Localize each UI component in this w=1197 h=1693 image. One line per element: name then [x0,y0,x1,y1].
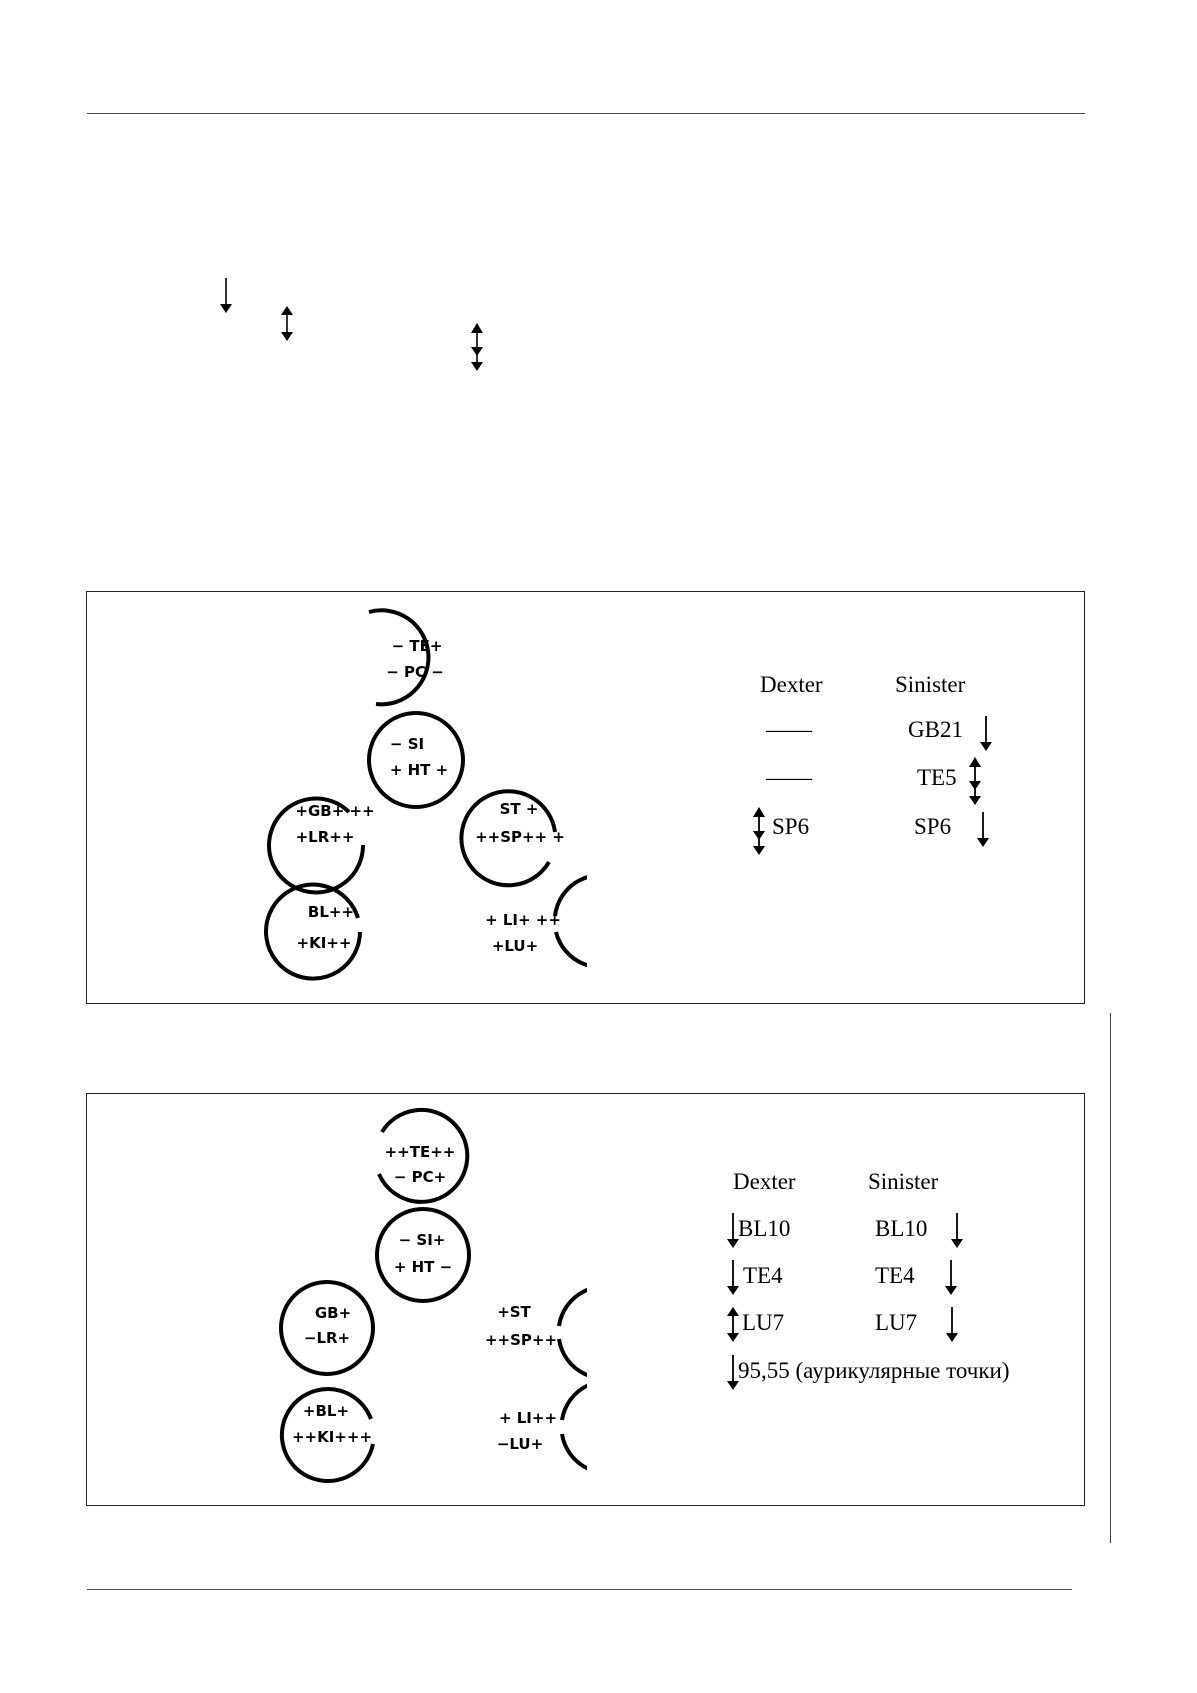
circle-bl-ki-line1: BL++ [307,903,355,921]
arrow-up-double-down-icon [967,757,983,807]
auricular-points-note: 95,55 (аурикулярные точки) [738,1358,1010,1383]
circle-li-lu-line1: + LI++ [498,1409,558,1427]
circle-si-ht [369,713,463,807]
circle-gb-lr-line2: +LR++ [295,828,355,846]
header-sinister: Sinister [868,1169,939,1194]
circle-bl-ki [282,1389,373,1481]
circle-st-sp-line1: ST + [499,800,539,818]
circle-te-pc-line2: − PC − [386,663,444,681]
row-3-sinister: SP6 [914,814,952,839]
circle-te-pc-line1: ++TE++ [384,1143,456,1161]
row-1-sinister: GB21 [908,717,963,742]
row-1-dexter: —— [766,717,812,742]
header-dexter: Dexter [733,1169,796,1194]
figure-2-frame [86,1093,1085,1506]
circle-li-lu-line2: +LU+ [491,937,539,955]
figure-2-table [647,1169,1067,1409]
row-3-dexter: SP6 [772,814,810,839]
circle-bl-ki-line2: +KI++ [296,934,352,952]
arrow-down-icon [950,1213,964,1249]
row-2-sinister: TE5 [917,765,957,790]
circle-li-lu-line1: + LI+ ++ [485,911,561,929]
arrow-down-icon [945,1307,959,1343]
figure-1-diagram [87,592,587,1002]
figure-1-table [647,672,966,872]
circle-te-pc [379,1110,467,1202]
circle-si-ht-line1: − SI [389,735,425,753]
arrow-down-icon [976,812,990,848]
circle-st-sp-line2: ++SP++ [484,1331,558,1349]
arrow-up-double-down-icon [469,323,485,373]
circle-bl-ki [266,885,360,979]
header-rule [87,113,1085,114]
arrow-up-double-down-icon [751,807,767,857]
circle-bl-ki-line2: ++KI+++ [291,1428,373,1446]
row-2-dexter: TE4 [743,1263,783,1288]
circle-gb-lr-line2: −LR+ [303,1329,351,1347]
circle-gb-lr-line1: +GB+ ++ [295,802,375,820]
row-2-dexter: —— [766,765,812,790]
arrow-down-icon [944,1260,958,1296]
circle-si-ht [377,1209,469,1301]
circle-si-ht-line2: + HT + [389,761,449,779]
circle-te-pc [369,610,444,704]
figure-1-frame [86,591,1085,1004]
circle-te-pc-line1: − TE+ [391,637,443,655]
circle-li-lu-line2: −LU+ [496,1435,544,1453]
circle-st-sp-line2: ++SP++ + [475,828,565,846]
arrow-down-icon [219,278,233,314]
arrow-down-icon [979,716,993,752]
arrow-up-down-icon [726,1307,740,1343]
header-sinister: Sinister [895,672,966,697]
circle-st-sp-line1: +ST [497,1303,531,1321]
circle-gb-lr-line1: GB+ [314,1304,352,1322]
circle-st-sp [485,1287,587,1379]
circle-gb-lr [281,1282,373,1374]
row-1-dexter: BL10 [738,1216,791,1241]
row-3-sinister: LU7 [875,1310,918,1335]
circle-si-ht-line1: − SI+ [398,1231,446,1249]
circle-te-pc-line2: − PC+ [393,1168,447,1186]
circle-bl-ki-line1: +BL+ [302,1402,350,1420]
circle-st-sp [461,791,565,885]
row-1-sinister: BL10 [875,1216,928,1241]
row-3-dexter: LU7 [742,1310,785,1335]
circle-li-lu [485,875,587,967]
circle-gb-lr [269,798,375,892]
margin-rule [1110,1013,1111,1543]
figure-2-diagram [87,1094,587,1504]
row-2-sinister: TE4 [875,1263,915,1288]
arrow-up-down-icon [280,306,294,342]
arrow-down-icon [726,1260,740,1296]
circle-si-ht-line2: + HT − [393,1258,453,1276]
circle-li-lu [497,1381,587,1473]
footer-rule [87,1589,1072,1590]
header-dexter: Dexter [760,672,823,697]
